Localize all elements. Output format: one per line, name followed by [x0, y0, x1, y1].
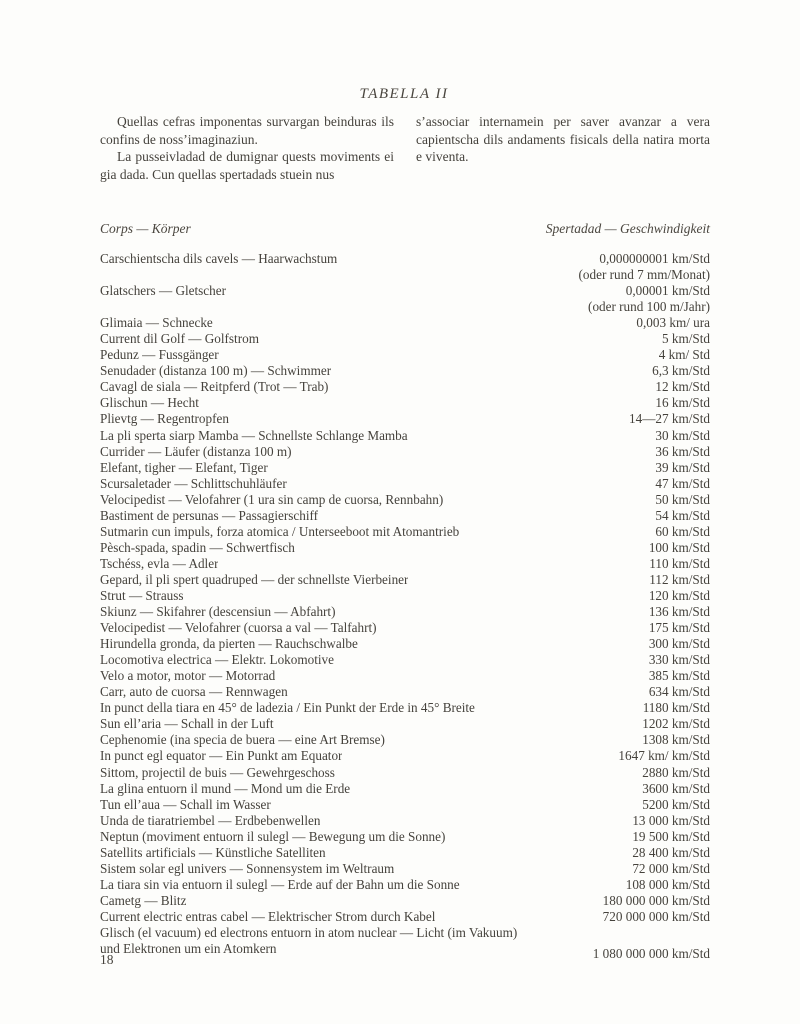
- table-row: [100, 636, 710, 652]
- table-row: [100, 845, 710, 861]
- row-label: Hirundella gronda, da pierten — Rauchschwalbe: [100, 636, 358, 652]
- row-value: 634 km/Std: [648, 684, 710, 700]
- row-label: Glischun — Hecht: [100, 395, 199, 411]
- row-label: Unda de tiaratriembel — Erdbebenwellen: [100, 812, 321, 828]
- row-value: 6,3 km/Std: [652, 363, 710, 379]
- row-label: Sistem solar egl univers — Sonnensystem im Weltraum: [100, 860, 395, 876]
- row-value: 16 km/Std: [655, 395, 710, 411]
- row-label: In punct egl equator — Ein Punkt am Equator: [100, 748, 343, 764]
- table-row: [100, 476, 710, 492]
- table-row: [100, 556, 710, 572]
- row-value: 72 000 km/Std: [632, 860, 710, 876]
- row-label: Bastiment de persunas — Passagierschiff: [100, 507, 319, 523]
- row-label: Pèsch-spada, spadin — Schwertfisch: [100, 539, 295, 555]
- row-label: La tiara sin via entuorn il sulegl — Erde auf der Bahn um die Sonne: [100, 876, 460, 892]
- row-value: 1 080 000 000 km/Std: [592, 946, 710, 962]
- row-label: Glisch (el vacuum) ed electrons entuorn in atom nuclear — Licht (im Vakuum): [100, 924, 518, 940]
- table-row: [100, 411, 710, 427]
- table-row: [100, 781, 710, 797]
- row-label: In punct della tiara en 45° de ladezia / Ein Punkt der Erde in 45° Breite: [100, 700, 475, 716]
- row-label: Sutmarin cun impuls, forza atomica / Unterseeboot mit Atomantrieb: [100, 523, 460, 539]
- table-row: [100, 251, 710, 267]
- row-value: 50 km/Std: [655, 491, 710, 507]
- intro-paragraph: Quellas cefras imponentas survargan beinduras ils confins de noss’imaginaziun.: [100, 114, 394, 147]
- table-row: [100, 588, 710, 604]
- table-row: [100, 748, 710, 764]
- row-label: Scursaletader — Schlittschuhläufer: [100, 475, 287, 491]
- row-label: Strut — Strauss: [100, 587, 184, 603]
- row-label: Tun ell’aua — Schall im Wasser: [100, 796, 271, 812]
- row-value: 1647 km/ km/Std: [618, 748, 710, 764]
- table-row: [100, 347, 710, 363]
- table-row: [100, 620, 710, 636]
- row-value: 112 km/Std: [649, 571, 710, 587]
- row-value: 28 400 km/Std: [632, 844, 710, 860]
- row-label: Carschientscha dils cavels — Haarwachstum: [100, 251, 338, 266]
- column-header-speed: Spertadad — Geschwindigkeit: [545, 221, 710, 236]
- row-value: 30 km/Std: [655, 427, 710, 443]
- row-value: 60 km/Std: [655, 523, 710, 539]
- row-value: 136 km/Std: [648, 604, 710, 620]
- table-row: [100, 492, 710, 508]
- row-value: 5200 km/Std: [642, 796, 710, 812]
- row-value: 3600 km/Std: [642, 780, 710, 796]
- table-row: [100, 765, 710, 781]
- row-label: Sittom, projectil de buis — Gewehrgeschoss: [100, 764, 335, 780]
- row-value: 39 km/Std: [655, 459, 710, 475]
- speed-table: [100, 251, 710, 962]
- row-value: 1180 km/Std: [642, 700, 710, 716]
- row-label: La glina entuorn il mund — Mond um die Erde: [100, 780, 351, 796]
- row-value: 2880 km/Std: [642, 764, 710, 780]
- row-label: Pedunz — Fussgänger: [100, 347, 219, 363]
- row-label: Locomotiva electrica — Elektr. Lokomotive: [100, 652, 335, 668]
- table-row: [100, 604, 710, 620]
- intro-paragraph: La pusseivladad de dumignar quests moviments ei gia dada. Cun quellas spertadads stuein nus: [100, 149, 394, 182]
- row-value: 4 km/ Std: [658, 347, 710, 363]
- intro-column-right: [416, 113, 710, 183]
- row-value: 13 000 km/Std: [632, 812, 710, 828]
- row-label: Carr, auto de cuorsa — Rennwagen: [100, 684, 288, 700]
- table-row: [100, 813, 710, 829]
- table-row: [100, 283, 710, 299]
- row-value: 12 km/Std: [655, 379, 710, 395]
- row-label: Neptun (moviment entuorn il sulegl — Bewegung um die Sonne): [100, 828, 446, 844]
- row-value: 110 km/Std: [649, 555, 710, 571]
- row-label: Elefant, tigher — Elefant, Tiger: [100, 459, 268, 475]
- table-row: [100, 524, 710, 540]
- row-label: La pli sperta siarp Mamba — Schnellste Schlange Mamba: [100, 427, 408, 443]
- row-label: und Elektronen um ein Atomkern: [100, 941, 277, 957]
- intro-text: [100, 113, 710, 183]
- table-row: [100, 829, 710, 845]
- row-value: (oder rund 100 m/Jahr): [588, 299, 710, 315]
- page-number: 18: [100, 952, 114, 967]
- table-row: [100, 460, 710, 476]
- table-row: [100, 925, 710, 941]
- table-row: [100, 716, 710, 732]
- row-value: (oder rund 7 mm/Monat): [578, 267, 710, 283]
- row-value: 180 000 000 km/Std: [602, 892, 710, 908]
- row-label: Tschéss, evla — Adler: [100, 555, 219, 571]
- table-row: [100, 428, 710, 444]
- row-value: 19 500 km/Std: [632, 828, 710, 844]
- row-value: 108 000 km/Std: [625, 876, 710, 892]
- row-label: Cephenomie (ina specia de buera — eine Art Bremse): [100, 732, 385, 748]
- row-value: 54 km/Std: [655, 507, 710, 523]
- table-row: [100, 861, 710, 877]
- table-row: [100, 299, 710, 315]
- row-label: Senudader (distanza 100 m) — Schwimmer: [100, 363, 332, 379]
- table-row: [100, 877, 710, 893]
- row-value: 14—27 km/Std: [629, 411, 710, 427]
- table-row: [100, 732, 710, 748]
- row-label: Gepard, il pli spert quadruped — der schnellste Vierbeiner: [100, 571, 409, 587]
- row-value: 0,003 km/ ura: [636, 315, 710, 331]
- row-label: Velo a motor, motor — Motorrad: [100, 668, 276, 684]
- page-title: TABELLA II: [359, 86, 449, 102]
- row-label: Current dil Golf — Golfstrom: [100, 331, 259, 347]
- row-label: Velocipedist — Velofahrer (1 ura sin camp de cuorsa, Rennbahn): [100, 491, 444, 507]
- row-value: 5 km/Std: [662, 331, 710, 347]
- table-row: [100, 668, 710, 684]
- row-value: 720 000 000 km/Std: [602, 908, 710, 924]
- row-value: 175 km/Std: [648, 620, 710, 636]
- table-row: [100, 700, 710, 716]
- table-row: [100, 395, 710, 411]
- intro-column-left: [100, 113, 394, 183]
- row-value: 1202 km/Std: [642, 716, 710, 732]
- row-label: Sun ell’aria — Schall in der Luft: [100, 716, 274, 732]
- table-row: [100, 444, 710, 460]
- table-row: [100, 893, 710, 909]
- row-value: 0,000000001 km/Std: [599, 251, 710, 266]
- row-label: Plievtg — Regentropfen: [100, 411, 229, 427]
- table-row: [100, 267, 710, 283]
- table-row: [100, 797, 710, 813]
- column-header-body: Corps — Körper: [100, 221, 191, 236]
- row-label: Cametg — Blitz: [100, 892, 187, 908]
- table-row: [100, 379, 710, 395]
- table-row: [100, 331, 710, 347]
- row-value: 47 km/Std: [655, 475, 710, 491]
- row-value: 385 km/Std: [648, 668, 710, 684]
- row-value: 120 km/Std: [648, 587, 710, 603]
- table-row: [100, 508, 710, 524]
- row-label: Glimaia — Schnecke: [100, 315, 213, 331]
- table-row: [100, 315, 710, 331]
- table-row: [100, 572, 710, 588]
- intro-paragraph: s’associar internamein per saver avanzar a vera capientscha dils andaments fisicals della natira morta e viventa.: [416, 114, 710, 164]
- table-row: [100, 909, 710, 925]
- row-value: 0,00001 km/Std: [625, 283, 710, 299]
- table-row: [100, 540, 710, 556]
- row-value: 100 km/Std: [648, 539, 710, 555]
- row-value: 330 km/Std: [648, 652, 710, 668]
- table-row: [100, 363, 710, 379]
- row-label: Current electric entras cabel — Elektrischer Strom durch Kabel: [100, 908, 436, 924]
- table-row: [100, 652, 710, 668]
- table-header: [100, 221, 710, 237]
- row-value: 300 km/Std: [648, 636, 710, 652]
- row-value: 36 km/Std: [655, 443, 710, 459]
- row-label: Skiunz — Skifahrer (descensiun — Abfahrt): [100, 604, 336, 620]
- table-row: [100, 684, 710, 700]
- row-label: Glatschers — Gletscher: [100, 283, 226, 299]
- row-label: Satellits artificials — Künstliche Satelliten: [100, 844, 326, 860]
- row-label: Currider — Läufer (distanza 100 m): [100, 443, 292, 459]
- row-value: 1308 km/Std: [642, 732, 710, 748]
- row-label: Velocipedist — Velofahrer (cuorsa a val — Talfahrt): [100, 620, 377, 636]
- row-label: Cavagl de siala — Reitpferd (Trot — Trab): [100, 379, 329, 395]
